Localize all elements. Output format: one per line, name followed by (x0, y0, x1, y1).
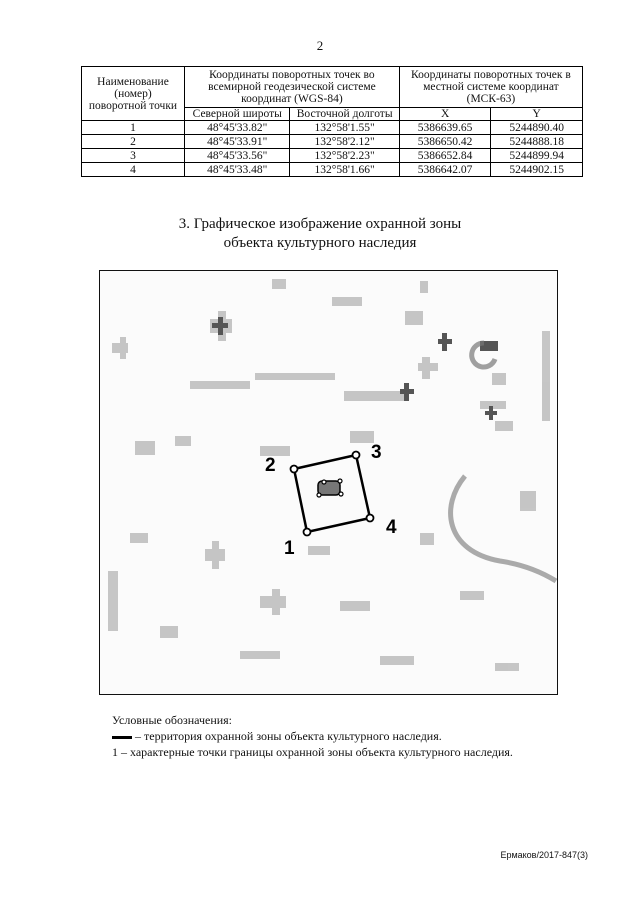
cell-lon: 132°58'2.23" (290, 149, 399, 163)
cell-point: 4 (82, 163, 185, 177)
protection-zone-map (99, 270, 558, 695)
map-legend (112, 712, 582, 760)
cell-lat: 48°45'33.48" (185, 163, 290, 177)
map-point-label-1: 1 (284, 538, 295, 559)
map-dark-marks (212, 317, 498, 420)
cell-x: 5386642.07 (399, 163, 491, 177)
map-point-label-3: 3 (371, 442, 382, 463)
header-msk63: Координаты поворотных точек в местной системе координат (МСК-63) (399, 67, 582, 108)
cell-point: 2 (82, 135, 185, 149)
legend-item-points: 1 – характерные точки границы охранной зоны объекта культурного наследия. (112, 745, 513, 759)
zone-point-1 (304, 529, 311, 536)
legend-item-zone-text: – территория охранной зоны объекта культурного наследия. (135, 729, 442, 743)
section-title-line1: 3. Графическое изображение охранной зоны (178, 216, 462, 232)
header-x: X (399, 108, 491, 121)
table-row (82, 163, 583, 177)
document-code: Ермаков/2017-847(3) (500, 850, 588, 860)
cell-y: 5244902.15 (491, 163, 583, 177)
table-row (82, 149, 583, 163)
map-point-label-2: 2 (265, 455, 276, 476)
protected-building (318, 481, 340, 495)
cell-lon: 132°58'2.12" (290, 135, 399, 149)
cell-y: 5244899.94 (491, 149, 583, 163)
zone-point-2 (291, 466, 298, 473)
coordinates-table (81, 66, 583, 177)
table-row (82, 121, 583, 135)
cell-x: 5386652.84 (399, 149, 491, 163)
page-number: 2 (316, 38, 324, 53)
cell-point: 3 (82, 149, 185, 163)
section-title (0, 215, 640, 253)
map-road-curve (451, 476, 556, 581)
cell-y: 5244888.18 (491, 135, 583, 149)
cell-lat: 48°45'33.91" (185, 135, 290, 149)
cell-x: 5386650.42 (399, 135, 491, 149)
cell-x: 5386639.65 (399, 121, 491, 135)
cell-lon: 132°58'1.66" (290, 163, 399, 177)
header-wgs84: Координаты поворотных точек во всемирной геодезической системе координат (WGS-84) (185, 67, 400, 108)
cell-point: 1 (82, 121, 185, 135)
map-canvas (100, 271, 557, 694)
map-point-label-4: 4 (386, 517, 397, 538)
legend-item-zone (112, 728, 582, 744)
header-y: Y (491, 108, 583, 121)
zone-point-4 (367, 515, 374, 522)
section-title-line2: объекта культурного наследия (223, 235, 417, 251)
cell-y: 5244890.40 (491, 121, 583, 135)
cell-lon: 132°58'1.55" (290, 121, 399, 135)
cell-lat: 48°45'33.56" (185, 149, 290, 163)
header-latitude: Северной широты (185, 108, 290, 121)
table-row (82, 135, 583, 149)
zone-line-swatch-icon (112, 736, 132, 739)
header-longitude: Восточной долготы (290, 108, 399, 121)
legend-heading: Условные обозначения: (112, 713, 233, 727)
cell-lat: 48°45'33.82" (185, 121, 290, 135)
zone-point-3 (353, 452, 360, 459)
map-background-speckle (108, 279, 550, 671)
header-point-name: Наименование (номер) поворотной точки (82, 67, 185, 121)
